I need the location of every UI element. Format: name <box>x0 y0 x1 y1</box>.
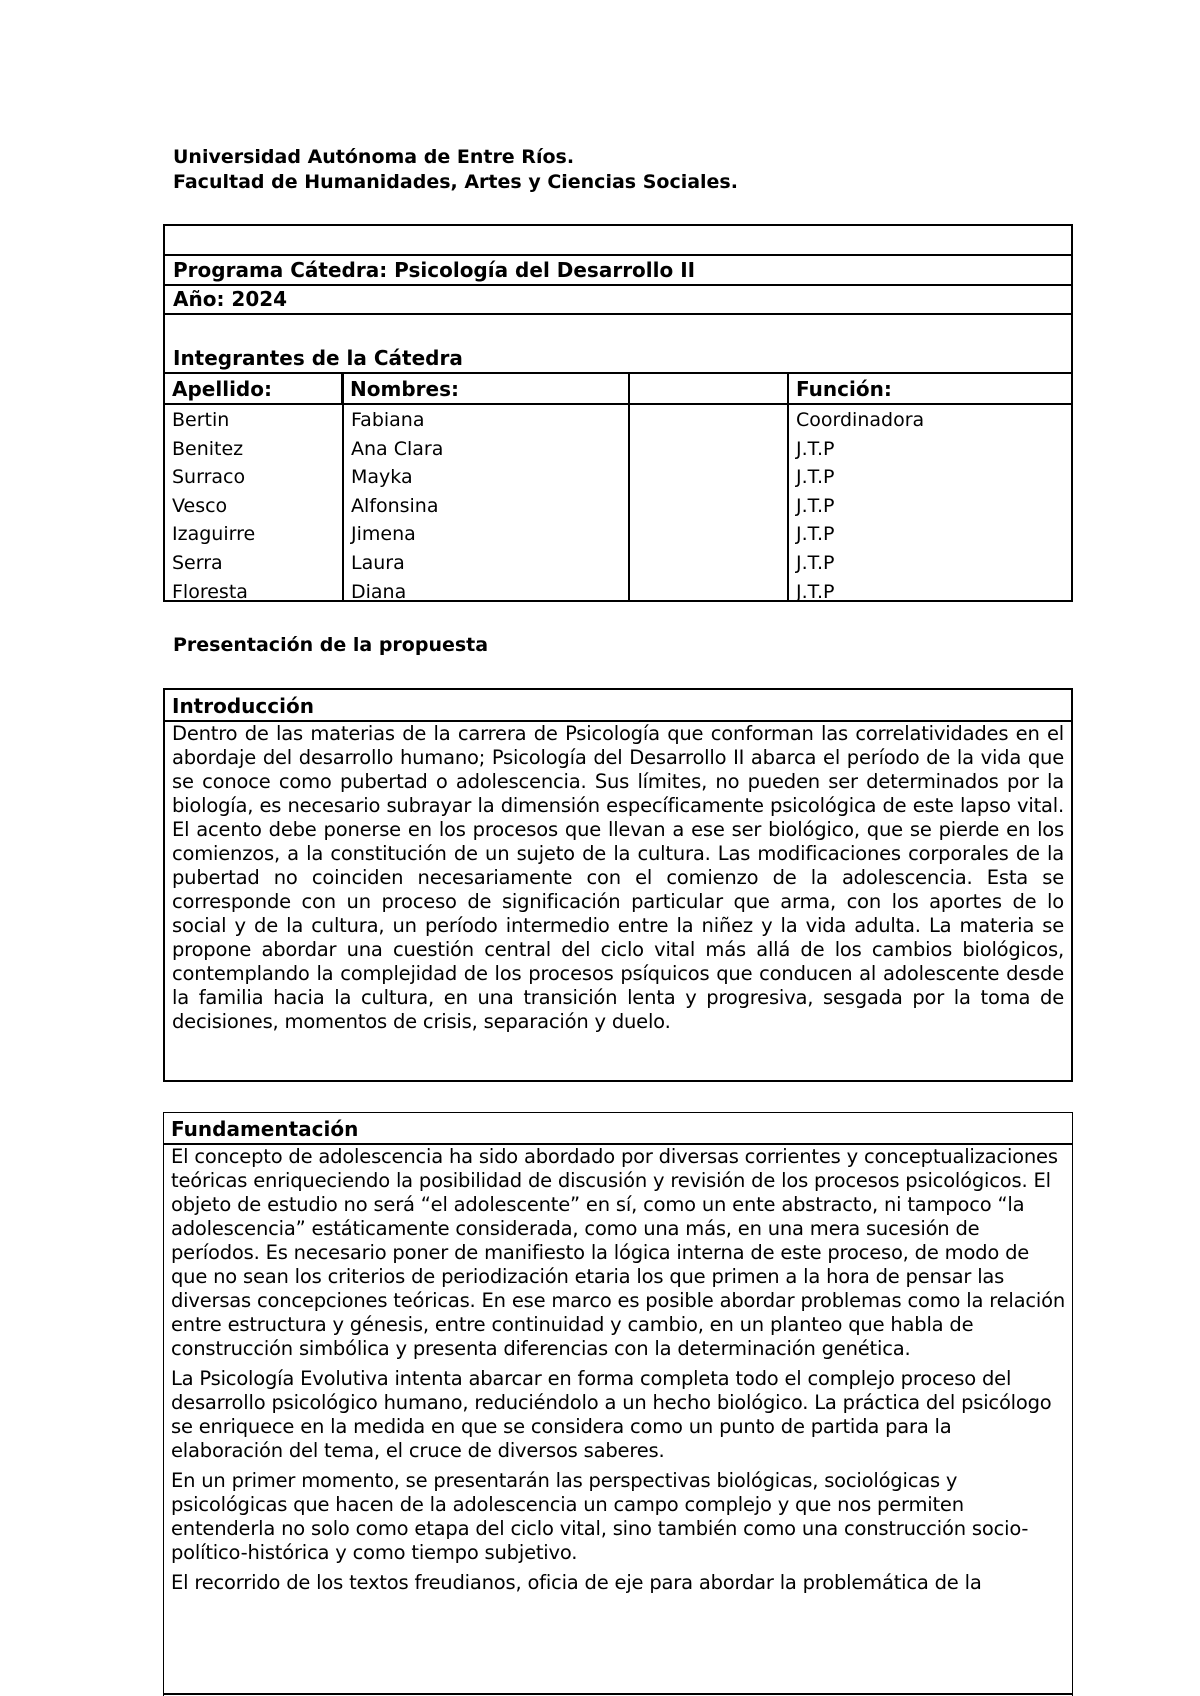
program-table <box>163 224 1073 602</box>
table-cell: J.T.P <box>796 494 835 517</box>
funcion-column <box>796 406 924 606</box>
members-heading: Integrantes de la Cátedra <box>173 346 463 370</box>
fundamentacion-title: Fundamentación <box>171 1117 359 1141</box>
table-cell: Vesco <box>172 494 228 517</box>
col-funcion: Función: <box>796 377 892 401</box>
table-cell: J.T.P <box>796 551 835 574</box>
nombres-column <box>351 406 443 606</box>
table-cell: Alfonsina <box>351 494 439 517</box>
fundamentacion-text <box>171 1145 1065 1601</box>
table-cell: Diana <box>351 580 407 603</box>
table-cell: Bertin <box>172 409 230 431</box>
col-apellido: Apellido: <box>165 374 343 405</box>
table-cell: Surraco <box>172 466 246 489</box>
table-cell: Benitez <box>172 437 244 460</box>
program-title-row <box>165 256 1071 286</box>
table-cell: J.T.P <box>796 466 835 489</box>
program-year: Año: 2024 <box>173 287 288 311</box>
introduction-box <box>163 688 1073 1082</box>
col-nombres: Nombres: <box>343 374 630 405</box>
table-cell: J.T.P <box>796 437 835 460</box>
table-cell: J.T.P <box>796 580 835 603</box>
table-cell: Coordinadora <box>796 409 925 431</box>
introduction-title: Introducción <box>172 694 314 718</box>
column-divider <box>787 374 789 600</box>
table-cell: Izaguirre <box>172 523 256 546</box>
paragraph: En un primer momento, se presentarán las perspectivas biológicas, sociológicas y psicológicas que hacen de la adolescencia un campo complejo y que nos permiten entenderla no solo como etapa del ciclo vital, sino también como una construcción socio-político-histórica y como tiempo subjetivo. <box>171 1469 1029 1564</box>
section-title: Presentación de la propuesta <box>173 634 489 656</box>
fundamentacion-box <box>163 1112 1073 1696</box>
year-row <box>165 286 1071 315</box>
table-cell: Ana Clara <box>351 437 444 460</box>
column-divider <box>628 374 630 600</box>
column-divider <box>342 374 344 600</box>
table-cell: Fabiana <box>351 409 425 431</box>
divider <box>163 1693 1073 1695</box>
table-cell: Laura <box>351 551 405 574</box>
members-heading-row <box>165 315 1071 374</box>
program-title: Programa Cátedra: Psicología del Desarrollo II <box>173 258 696 282</box>
col-empty <box>630 374 789 405</box>
table-cell: J.T.P <box>796 523 835 546</box>
table-cell: Floresta <box>172 580 248 603</box>
table-cell: Jimena <box>351 523 416 546</box>
paragraph: La Psicología Evolutiva intenta abarcar en forma completa todo el complejo proceso del desarrollo psicológico humano, reduciéndolo a un hecho biológico. La práctica del psicólogo se enriquece en la medida en que se considera como un punto de partida para la elaboración del tema, el cruce de diversos saberes. <box>171 1367 1052 1462</box>
introduction-text: Dentro de las materias de la carrera de Psicología que conforman las correlatividades en el abordaje del desarrollo humano; Psicología del Desarrollo II abarca el período de la vida que se conoce como pubertad o adolescencia. Sus límites, no pueden ser determinados por la biología, es necesario subrayar la dimensión específicamente psicológica de este lapso vital. El acento debe ponerse en los procesos que llevan a ese ser biológico, que se pierde en los comienzos, a la constitución de un sujeto de la cultura. Las modificaciones corporales de la pubertad no coinciden necesariamente con el comienzo de la adolescencia. Esta se corresponde con un proceso de significación particular que arma, con los aportes de lo social y de la cultura, un período intermedio entre la niñez y la vida adulta. La materia se propone abordar una cuestión central del ciclo vital más allá de los cambios biológicos, contemplando la complejidad de los procesos psíquicos que conducen al adolescente desde la familia hacia la cultura, en una transición lenta y progresiva, sesgada por la toma de decisiones, momentos de crisis, separación y duelo. <box>172 722 1064 1033</box>
paragraph: El concepto de adolescencia ha sido abordado por diversas corrientes y conceptualizaciones teóricas enriqueciendo la posibilidad de discusión y revisión de los procesos psicológicos. El objeto de estudio no será “el adolescente” en sí, como un ente abstracto, ni tampoco “la adolescencia” estáticamente considerada, como una más, en una mera sucesión de períodos. Es necesario poner de manifiesto la lógica interna de este proceso, de modo de que no sean los criterios de periodización etaria los que primen a la hora de pensar las diversas concepciones teóricas. En ese marco es posible abordar problemas como la relación entre estructura y génesis, entre continuidad y cambio, en un planteo que habla de construcción simbólica y presenta diferencias con la determinación genética. <box>171 1145 1065 1360</box>
paragraph: El recorrido de los textos freudianos, oficia de eje para abordar la problemática de la <box>171 1571 982 1594</box>
table-cell: Mayka <box>351 466 413 489</box>
institution-header <box>173 145 738 195</box>
apellido-column <box>172 406 255 606</box>
faculty-name: Facultad de Humanidades, Artes y Ciencias Sociales. <box>173 171 738 193</box>
table-cell: Serra <box>172 551 223 574</box>
university-name: Universidad Autónoma de Entre Ríos. <box>173 146 575 168</box>
blank-row <box>165 226 1071 256</box>
